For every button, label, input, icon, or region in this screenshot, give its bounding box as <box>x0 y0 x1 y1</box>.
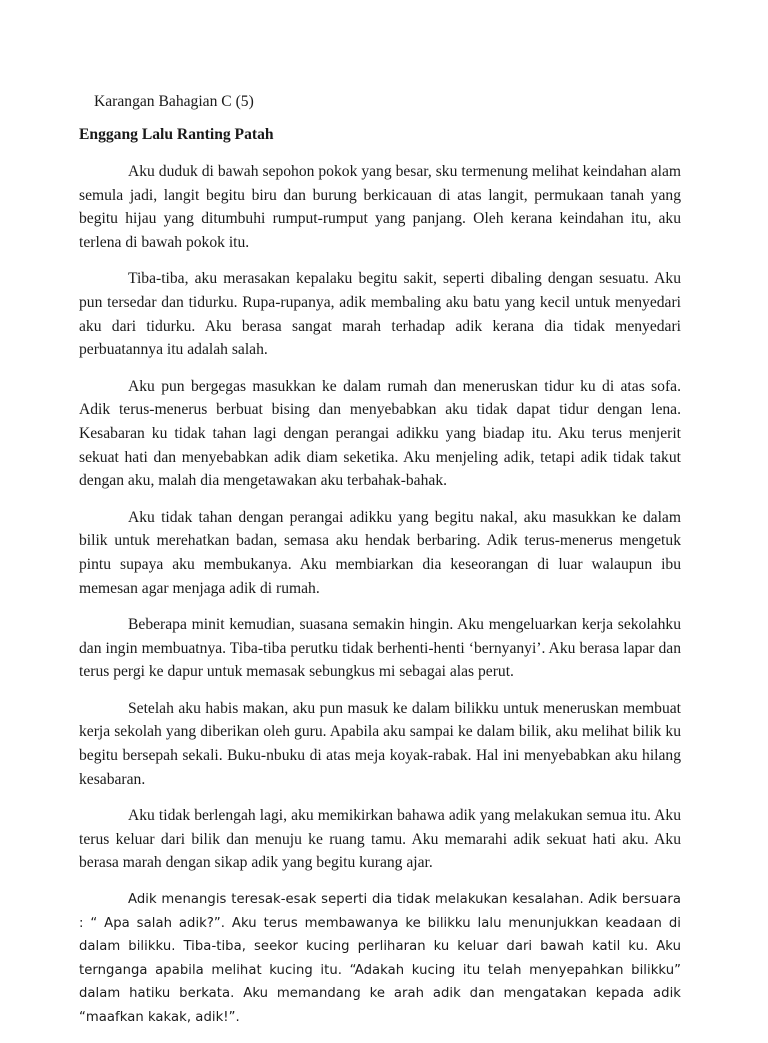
paragraph: Setelah aku habis makan, aku pun masuk ke dalam bilikku untuk meneruskan membuat kerja sekolah yang diberikan oleh guru. Apabila aku sampai ke dalam bilik, aku melihat bilik ku begitu bersepah sekali. Buku-nbuku di atas meja koyak-rabak. Hal ini menyebabkan aku hilang kesabaran. <box>79 699 681 788</box>
paragraph: Tiba-tiba, aku merasakan kepalaku begitu sakit, seperti dibaling dengan sesuatu. Aku pun tersedar dan tidurku. Rupa-rupanya, adik membaling aku batu yang kecil untuk menyedari aku dari tidurku. Aku berasa sangat marah terhadap adik kerana dia tidak menyedari perbuatannya itu adalah salah. <box>79 270 681 359</box>
document-body <box>79 160 681 1043</box>
paragraph: Beberapa minit kemudian, suasana semakin hingin. Aku mengeluarkan kerja sekolahku dan ingin membuatnya. Tiba-tiba perutku tidak berhenti-henti ‘bernyanyi’. Aku berasa lapar dan terus pergi ke dapur untuk memasak sebungkus mi sebagai alas perut. <box>79 616 681 681</box>
paragraph: Aku tidak tahan dengan perangai adikku yang begitu nakal, aku masukkan ke dalam bilik untuk merehatkan badan, semasa aku hendak berbaring. Adik terus-menerus mengetuk pintu supaya aku membukanya. Aku membiarkan dia keseorangan di luar walaupun ibu memesan agar menjaga adik di rumah. <box>79 508 681 597</box>
document-title: Enggang Lalu Ranting Patah <box>79 126 274 143</box>
paragraph: Aku duduk di bawah sepohon pokok yang besar, sku termenung melihat keindahan alam semula jadi, langit begitu biru dan burung berkicauan di atas langit, permukaan tanah yang begitu hijau yang ditumbuhi rumput-rumput yang panjang. Oleh kerana keindahan itu, aku terlena di bawah pokok itu. <box>79 163 681 251</box>
paragraph: Aku pun bergegas masukkan ke dalam rumah dan meneruskan tidur ku di atas sofa. Adik terus-menerus berbuat bising dan menyebabkan aku tidak dapat tidur dengan lena. Kesabaran ku tidak tahan lagi dengan perangai adikku yang biadap itu. Aku terus menjerit sekuat hati dan menyebabkan adik diam seketika. Aku menjeling adik, tetapi adik tidak takut dengan aku, malah dia mengetawakan aku terbahak-bahak. <box>79 377 681 490</box>
document-label: Karangan Bahagian C (5) <box>94 93 254 110</box>
paragraph: Aku tidak berlengah lagi, aku memikirkan bahawa adik yang melakukan semua itu. Aku terus keluar dari bilik dan menuju ke ruang tamu. Aku memarahi adik sekuat hati aku. Aku berasa marah dengan sikap adik yang begitu kurang ajar. <box>79 807 681 872</box>
paragraph: Adik menangis teresak-esak seperti dia tidak melakukan kesalahan. Adik bersuara : “ Apa salah adik?”. Aku terus membawanya ke bilikku lalu menunjukkan keadaan di dalam bilikku. Tiba-tiba, seekor kucing perliharan ku keluar dari bawah katil ku. Aku ternganga apabila melihat kucing itu. “Adakah kucing itu telah menyepahkan bilikku” dalam hatiku berkata. Aku memandang ke arah adik dan mengatakan kepada adik “maafkan kakak, adik!”. <box>79 892 681 1025</box>
